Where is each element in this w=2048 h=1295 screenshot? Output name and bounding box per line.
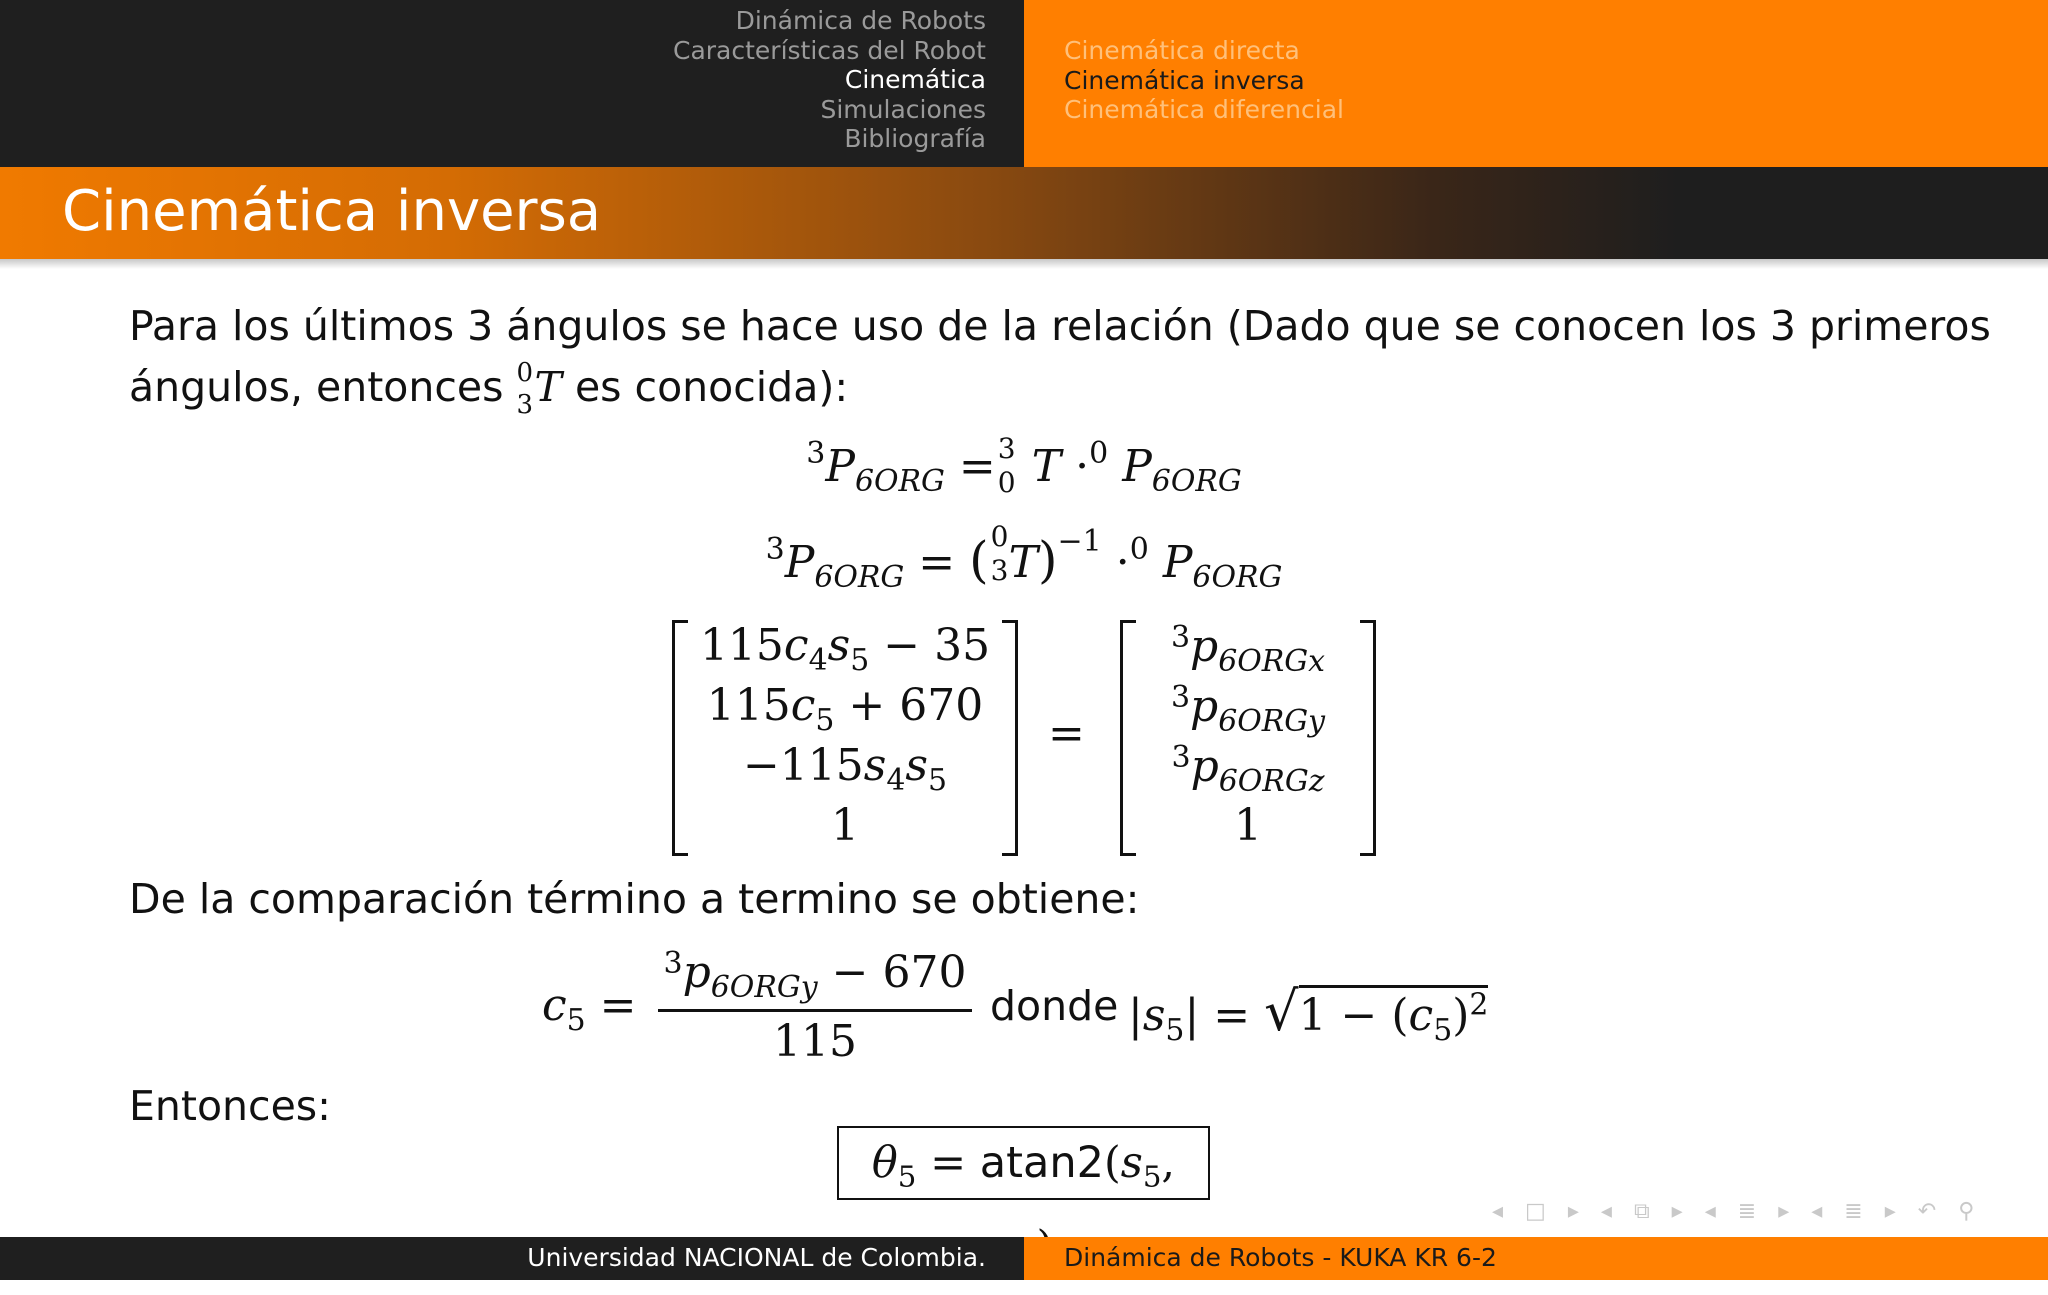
footer-title xyxy=(1024,1237,2048,1280)
s5-abs-expression: $|s_5| = √1 - (c_5)^2$ xyxy=(1128,980,1489,1048)
intro-line-2-post: es conocida): xyxy=(561,363,849,411)
matrix-right-cell-4: 1 xyxy=(1234,800,1262,851)
matrix-left xyxy=(670,620,1020,856)
title-shadow xyxy=(0,259,2048,269)
section-icon[interactable]: ⧉ xyxy=(1633,1198,1650,1224)
intro-paragraph xyxy=(129,296,1991,418)
nav-prev-icon[interactable]: ◂ xyxy=(1492,1198,1504,1224)
section-link-bibliografia[interactable]: Bibliografía xyxy=(844,124,986,153)
footer-title-text: Dinámica de Robots - KUKA KR 6-2 xyxy=(1064,1243,1497,1272)
align-icon[interactable]: ≣ xyxy=(1844,1198,1863,1224)
search-icon[interactable]: ⚲ xyxy=(1958,1198,1975,1224)
c5-numerator: $^3p_{6ORGy} - 670$ xyxy=(663,946,967,1005)
frame-title-bar xyxy=(0,167,2048,259)
matrix-left-cell-2: $115c_5 + 670$ xyxy=(706,680,984,738)
matrix-left-cell-1: $115c_4s_5 - 35$ xyxy=(699,620,991,678)
footer-institution xyxy=(0,1237,1024,1280)
frame-icon[interactable]: □ xyxy=(1525,1198,1546,1224)
entonces-text: Entonces: xyxy=(129,1082,331,1130)
intro-line-2-pre: ángulos, entonces xyxy=(129,363,517,411)
fraction-bar xyxy=(658,1009,972,1012)
nav-next-icon[interactable]: ▸ xyxy=(1671,1198,1683,1224)
header-subsections-panel xyxy=(1024,0,2048,167)
nav-next-icon[interactable]: ▸ xyxy=(1884,1198,1896,1224)
section-link-caracteristicas[interactable]: Características del Robot xyxy=(673,35,986,65)
section-nav xyxy=(673,6,986,154)
section-link-dinamica[interactable]: Dinámica de Robots xyxy=(735,6,986,35)
beamer-navigation-controls xyxy=(1492,1196,1996,1226)
subsection-link-inversa[interactable]: Cinemática inversa xyxy=(1064,65,1305,95)
equation-2: $^3P_{6ORG}$ = ( 0 3 T)$^{-1}$ ·$^0$ $P_{6ORG}$ xyxy=(765,520,1283,595)
theta5-result-box: $\theta_5 = atan2(s_5$, xyxy=(837,1126,1210,1200)
section-link-simulaciones[interactable]: Simulaciones xyxy=(820,94,986,124)
matrix-left-cell-3: $-115s_4s_5$ xyxy=(742,740,948,798)
transform-0-3: 0 3 T xyxy=(516,358,562,420)
matrix-right-cell-1: $^3p_{6ORGx}$ xyxy=(1170,620,1326,679)
subsection-nav xyxy=(1064,36,1344,125)
nav-prev-icon[interactable]: ◂ xyxy=(1704,1198,1716,1224)
subsection-icon[interactable]: ≣ xyxy=(1737,1198,1757,1224)
nav-prev-icon[interactable]: ◂ xyxy=(1600,1198,1612,1224)
matrix-right-cell-2: $^3p_{6ORGy}$ xyxy=(1170,680,1326,739)
nav-prev-icon[interactable]: ◂ xyxy=(1811,1198,1823,1224)
matrix-equals: = xyxy=(1048,708,1085,759)
nav-next-icon[interactable]: ▸ xyxy=(1778,1198,1790,1224)
intro-line-2 xyxy=(129,357,1991,418)
donde-text: donde xyxy=(990,982,1119,1030)
c5-denominator: 115 xyxy=(773,1016,857,1067)
c5-fraction xyxy=(658,946,972,1070)
atan2-text: atan2 xyxy=(979,1138,1104,1188)
subsection-link-diferencial[interactable]: Cinemática diferencial xyxy=(1064,95,1344,124)
comparison-text: De la comparación término a termino se obtiene: xyxy=(129,875,1140,923)
subsection-link-directa[interactable]: Cinemática directa xyxy=(1064,36,1300,65)
header-sections-panel xyxy=(0,0,1024,167)
back-icon[interactable]: ↶ xyxy=(1917,1198,1937,1224)
section-link-cinematica[interactable]: Cinemática xyxy=(844,65,986,94)
frame-title: Cinemática inversa xyxy=(62,179,602,244)
intro-line-1: Para los últimos 3 ángulos se hace uso de la relación (Dado que se conocen los 3 primeros xyxy=(129,302,1991,350)
footer-institution-text: Universidad NACIONAL de Colombia. xyxy=(527,1243,986,1272)
matrix-right-cell-3: $^3p_{6ORGz}$ xyxy=(1171,740,1325,799)
c5-lhs: $c_5$ = xyxy=(542,980,637,1038)
matrix-left-cell-4: 1 xyxy=(831,800,859,851)
matrix-right xyxy=(1118,620,1378,856)
equation-1: $^3P_{6ORG}$ = 3 0 T ·$^0$ $P_{6ORG}$ xyxy=(806,432,1242,499)
nav-next-icon[interactable]: ▸ xyxy=(1567,1198,1579,1224)
